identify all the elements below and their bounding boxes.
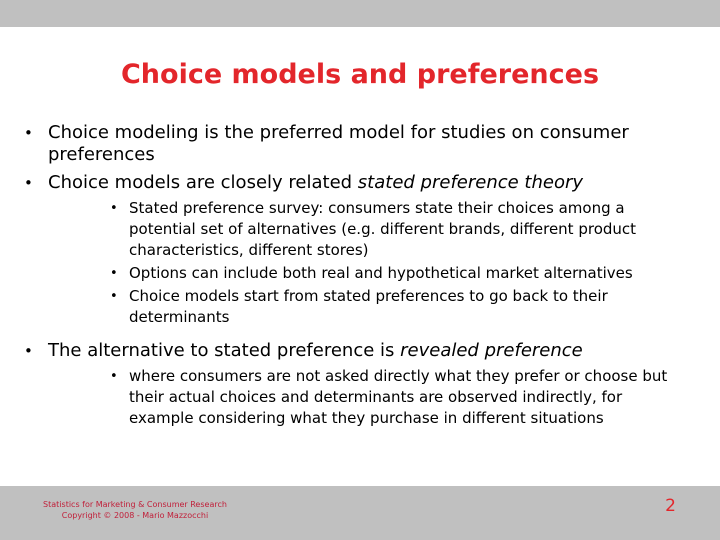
sub-bullet-list <box>48 198 702 328</box>
bullet-icon: • <box>110 369 118 384</box>
bullet-icon: • <box>24 124 33 142</box>
bullet-icon: • <box>110 201 118 216</box>
bullet-item <box>0 340 720 429</box>
bullet-list <box>0 122 720 429</box>
bullet-item <box>0 172 720 328</box>
sub-bullet-text: Choice models start from stated preferences to go back to their determinants <box>129 287 608 326</box>
bullet-icon: • <box>24 342 33 360</box>
sub-bullet-item <box>48 286 702 328</box>
sub-bullet-item <box>48 263 702 284</box>
bullet-item <box>0 122 720 166</box>
bullet-icon: • <box>110 289 118 304</box>
bullet-text: The alternative to stated preference is <box>48 340 401 361</box>
sub-bullet-item <box>48 198 702 261</box>
bullet-icon: • <box>110 266 118 281</box>
sub-bullet-list <box>48 366 702 429</box>
top-bar <box>0 0 720 27</box>
footer-credits <box>30 499 240 521</box>
bullet-emphasis: revealed preference <box>400 340 583 361</box>
sub-bullet-item <box>48 366 702 429</box>
footer-copyright: Copyright © 2008 - Mario Mazzocchi <box>61 511 209 520</box>
slide-title: Choice models and preferences <box>120 59 600 90</box>
bullet-text: Choice modeling is the preferred model for studies on consumer preferences <box>48 122 629 165</box>
bullet-text: Choice models are closely related <box>48 172 358 193</box>
sub-bullet-text: Options can include both real and hypothetical market alternatives <box>129 264 633 282</box>
sub-bullet-text: where consumers are not asked directly what they prefer or choose but their actual choices and determinants are observed indirectly, for example considering what they purchase in different situations <box>129 367 668 427</box>
sub-bullet-text: Stated preference survey: consumers state their choices among a potential set of alternatives (e.g. different brands, different product characteristics, different stores) <box>129 199 637 259</box>
bullet-emphasis: stated preference theory <box>357 172 584 193</box>
bullet-icon: • <box>24 174 33 192</box>
slide-content <box>0 122 720 441</box>
footer-course-title: Statistics for Marketing & Consumer Research <box>43 500 227 509</box>
page-number: 2 <box>665 496 676 516</box>
